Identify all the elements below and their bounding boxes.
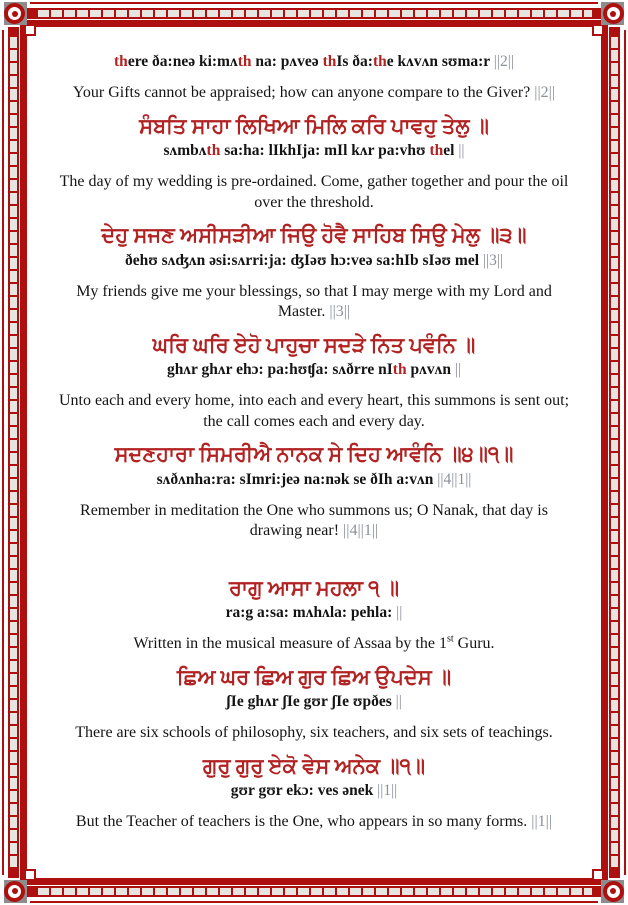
text-segment: Your Gifts cannot be appraised; how can anyone compare to the Giver? xyxy=(72,84,535,102)
text-segment: ਗੁਰੁ ਗੁਰੁ ਏਕੋ ਵੇਸ ਅਨੇਕ ॥੧॥ xyxy=(202,753,426,778)
ladder-border-bottom xyxy=(36,886,592,897)
ring-icon xyxy=(4,881,25,902)
inner-band-top xyxy=(27,20,601,27)
text-segment: ðehʊ sʌʤʌn əsi:sʌrri:ja: ʤIəʊ hɔ:veə sa:hIb sIəʊ mel xyxy=(124,251,483,269)
text-segment: sa:ha: lIkhIja: mIl kʌr pa:vhʊ xyxy=(220,142,430,160)
text-segment: th xyxy=(372,53,387,70)
english-line xyxy=(56,83,572,103)
text-segment: ||4||1|| xyxy=(343,522,379,540)
text-segment: Unto each and every home, into each and every heart, this summons is sent out; the call comes each and every day. xyxy=(58,392,570,430)
gurmukhi-line xyxy=(56,223,572,248)
text-segment: th xyxy=(392,361,407,379)
english-line xyxy=(56,501,572,542)
corner-block xyxy=(609,27,620,36)
text-segment: But the Teacher of teachers is the One, who appears in so many forms. xyxy=(75,813,532,831)
corner-block xyxy=(20,878,27,885)
text-segment: sʌðʌnha:ra: sImri:jeə na:nək se ðIh a:vʌn xyxy=(156,470,438,488)
text-segment: || xyxy=(458,142,465,160)
text-segment: ʃIe ghʌr ʃIe gʊr ʃIe ʊpðes xyxy=(226,693,396,711)
ladder-border-top xyxy=(36,8,592,19)
text-segment: ra:g a:sa: mʌhʌla: pehla: xyxy=(225,604,397,622)
english-line xyxy=(56,634,572,654)
text-segment: ||2|| xyxy=(493,53,514,70)
outer-line-left xyxy=(2,30,4,875)
phonetic-line xyxy=(56,692,572,711)
corner-block xyxy=(609,869,620,878)
ladder-border-right xyxy=(609,36,620,869)
corner-gray-square xyxy=(4,880,27,903)
corner-block xyxy=(27,886,36,897)
phonetic-line xyxy=(56,251,572,270)
gurmukhi-line xyxy=(56,333,572,358)
text-segment: th xyxy=(114,53,128,70)
phonetic-line xyxy=(56,470,572,489)
text-segment: ʌ xyxy=(229,53,238,70)
text-segment: Written in the musical measure of Assaa by the 1 xyxy=(133,635,447,653)
text-segment: ghʌr ghʌr ehɔ: pa:hʊʧa: sʌðrre nI xyxy=(166,361,393,379)
ring-icon xyxy=(4,3,25,24)
text-segment: ||1|| xyxy=(377,782,398,800)
corner-block xyxy=(27,8,36,19)
text-segment: ||4||1|| xyxy=(437,470,472,488)
text-segment: th xyxy=(237,53,252,70)
gurmukhi-line xyxy=(56,665,572,690)
text-segment: ||3|| xyxy=(482,251,504,269)
english-line xyxy=(56,172,572,213)
text-segment: || xyxy=(395,693,402,711)
text-segment: Remember in meditation the One who summons us; O Nanak, that day is drawing near! xyxy=(80,501,548,540)
corner-block xyxy=(592,8,601,19)
corner-block xyxy=(592,886,601,897)
english-line xyxy=(56,391,572,432)
corner-gray-square xyxy=(4,2,27,25)
ring-center-dot xyxy=(610,888,616,894)
corner-block xyxy=(20,20,27,27)
gurmukhi-line xyxy=(56,754,572,779)
text-segment: ||1|| xyxy=(531,813,553,831)
text-segment: e kʌvʌn sʊma:r xyxy=(386,53,494,70)
corner-block xyxy=(601,878,608,885)
text-segment: || xyxy=(454,361,462,379)
inner-band-left xyxy=(20,27,27,878)
ring-center-dot xyxy=(12,11,18,17)
english-line xyxy=(56,282,572,323)
ring-icon xyxy=(603,3,624,24)
phonetic-line xyxy=(56,360,572,379)
gurmukhi-line xyxy=(56,114,572,139)
text-segment: ||2|| xyxy=(534,84,556,102)
corner-gray-square xyxy=(601,2,624,25)
text-segment: na: pʌveə xyxy=(251,53,323,70)
corner-block xyxy=(8,27,19,36)
outer-line-bottom xyxy=(30,901,598,903)
text-segment: ere ða:neə ki:m xyxy=(127,53,230,70)
corner-block xyxy=(8,869,19,878)
text-segment: Guru. xyxy=(453,635,495,653)
phonetic-line xyxy=(56,603,572,622)
text-segment: Is ða: xyxy=(336,53,373,70)
gurmukhi-line xyxy=(56,442,572,467)
verse-section xyxy=(56,576,572,833)
inner-band-bottom xyxy=(27,878,601,885)
text-segment: ਸਦਣਹਾਰਾ ਸਿਮਰੀਐ ਨਾਨਕ ਸੇ ਦਿਹ ਆਵੰਨਿ ॥੪॥੧॥ xyxy=(114,442,514,467)
outer-line-top xyxy=(30,2,598,4)
ring-icon xyxy=(603,881,624,902)
verse-section xyxy=(56,52,572,542)
inner-band-right xyxy=(601,27,608,878)
text-segment: th xyxy=(429,142,444,160)
text-segment: ||3|| xyxy=(329,303,351,321)
phonetic-line xyxy=(56,141,572,160)
ladder-border-left xyxy=(8,36,19,869)
ring-center-dot xyxy=(610,11,616,17)
text-segment: th xyxy=(206,142,221,160)
text-segment: ਦੇਹੁ ਸਜਣ ਅਸੀਸੜੀਆ ਜਿਉ ਹੋਵੈ ਸਾਹਿਬ ਸਿਉ ਮੇਲੁ ॥੩॥ xyxy=(101,223,527,248)
text-segment: || xyxy=(396,604,403,622)
ring-center-dot xyxy=(12,888,18,894)
text-segment: ਘਰਿ ਘਰਿ ਏਹੋ ਪਾਹੁਚਾ ਸਦੜੇ ਨਿਤ ਪਵੰਨਿ ॥ xyxy=(152,332,476,357)
phonetic-line xyxy=(56,781,572,800)
page-content xyxy=(30,30,598,875)
english-line xyxy=(56,812,572,832)
text-segment: The day of my wedding is pre-ordained. Come, gather together and pour the oil over the threshold. xyxy=(59,173,569,211)
text-segment: th xyxy=(322,53,337,70)
text-segment: sʌmbʌ xyxy=(163,142,207,160)
phonetic-line xyxy=(56,52,572,71)
text-segment: ਛਿਅ ਘਰ ਛਿਅ ਗੁਰ ਛਿਅ ਉਪਦੇਸ ॥ xyxy=(176,664,452,689)
english-line xyxy=(56,723,572,743)
text-segment: My friends give me your blessings, so that I may merge with my Lord and Master. xyxy=(76,282,552,321)
text-segment: ਰਾਗੁ ਆਸਾ ਮਹਲਾ ੧ ॥ xyxy=(229,575,399,600)
text-segment: gʊr gʊr ekɔ: ves ənek xyxy=(230,782,378,800)
text-segment: el xyxy=(443,142,459,160)
text-segment: ਸੰਬਤਿ ਸਾਹਾ ਲਿਖਿਆ ਮਿਲਿ ਕਰਿ ਪਾਵਹੁ ਤੇਲੁ ॥ xyxy=(139,113,489,138)
corner-gray-square xyxy=(601,880,624,903)
text-segment: pʌvʌn xyxy=(406,361,455,379)
text-segment: There are six schools of philosophy, six teachers, and six sets of teachings. xyxy=(75,724,553,742)
outer-line-right xyxy=(624,30,626,875)
gurmukhi-line xyxy=(56,576,572,601)
text-segment: st xyxy=(446,634,454,646)
corner-block xyxy=(601,20,608,27)
